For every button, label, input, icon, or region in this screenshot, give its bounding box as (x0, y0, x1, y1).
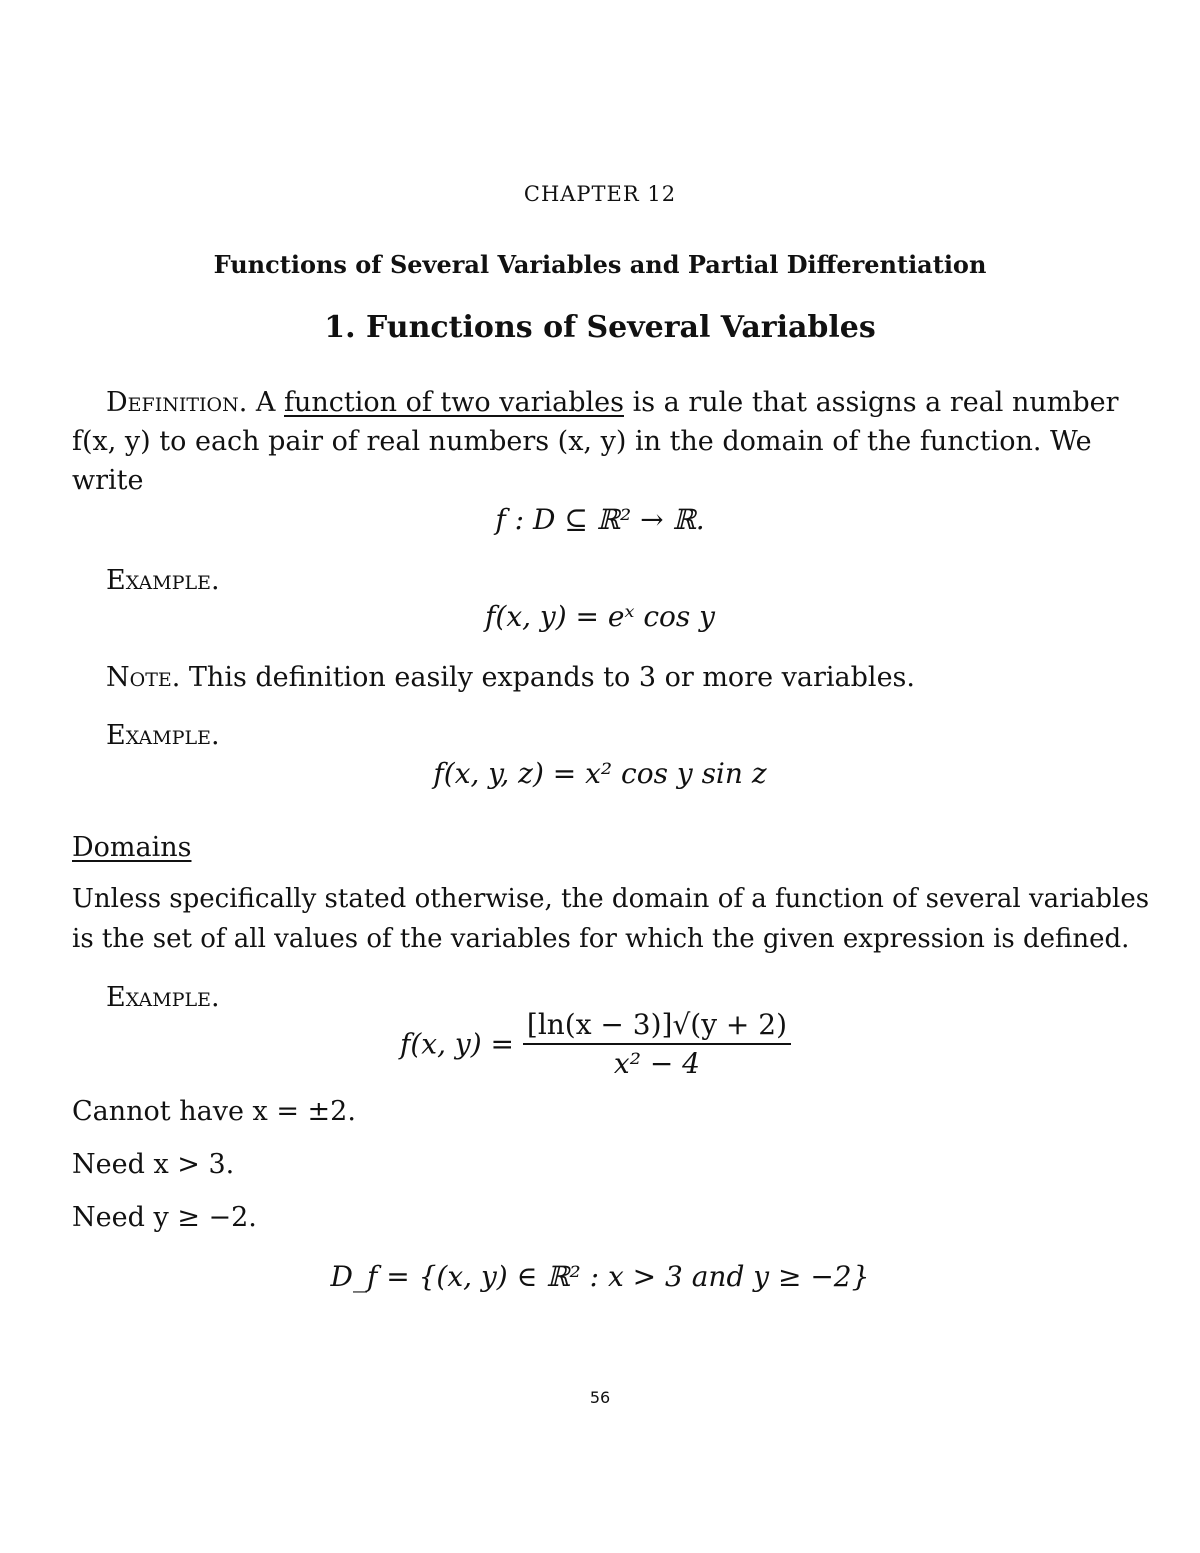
domain-formula: D_f = {(x, y) ∈ ℝ² : x > 3 and y ≥ −2} (330, 1260, 870, 1293)
chapter-label: CHAPTER 12 (523, 182, 677, 206)
chapter-title: Functions of Several Variables and Partial Differentiation (213, 250, 987, 279)
fraction-numerator: [ln(x − 3)]√(y + 2) (523, 1008, 791, 1045)
example-2-formula: f(x, y, z) = x² cos y sin z (433, 757, 767, 790)
definition-line-1 (106, 383, 1119, 422)
domains-line-1: Unless specifically stated otherwise, the domain of a function of several variables (72, 884, 1150, 914)
condition-1: Cannot have x = ±2. (72, 1096, 356, 1127)
example-3-fraction (523, 1008, 791, 1080)
definition-rest: is a rule that assigns a real number (623, 387, 1119, 418)
definition-line-2: f(x, y) to each pair of real numbers (x, y) in the domain of the function. We (72, 426, 1092, 457)
definition-label: Definition. (106, 387, 248, 418)
example-3-formula (400, 1008, 791, 1080)
note-paragraph (106, 658, 915, 697)
domains-line-2: is the set of all values of the variables for which the given expression is defined. (72, 924, 1130, 954)
definition-term: function of two variables (284, 387, 624, 418)
definition-intro: A (255, 387, 284, 418)
note-text: This definition easily expands to 3 or more variables. (188, 662, 915, 693)
condition-2: Need x > 3. (72, 1149, 235, 1180)
definition-formula: f : D ⊆ ℝ² → ℝ. (495, 503, 705, 536)
condition-3: Need y ≥ −2. (72, 1202, 257, 1233)
note-label: Note. (106, 662, 181, 693)
page-number: 56 (589, 1388, 611, 1407)
example-3-lhs: f(x, y) = (400, 1027, 514, 1061)
domains-heading: Domains (72, 832, 192, 863)
example-2-label: Example. (106, 720, 220, 751)
example-3-label: Example. (106, 982, 220, 1013)
fraction-denominator: x² − 4 (613, 1047, 700, 1080)
definition-line-3: write (72, 465, 144, 496)
section-heading: 1. Functions of Several Variables (324, 310, 876, 345)
example-1-formula: f(x, y) = eˣ cos y (485, 600, 715, 633)
example-1-label: Example. (106, 565, 220, 596)
